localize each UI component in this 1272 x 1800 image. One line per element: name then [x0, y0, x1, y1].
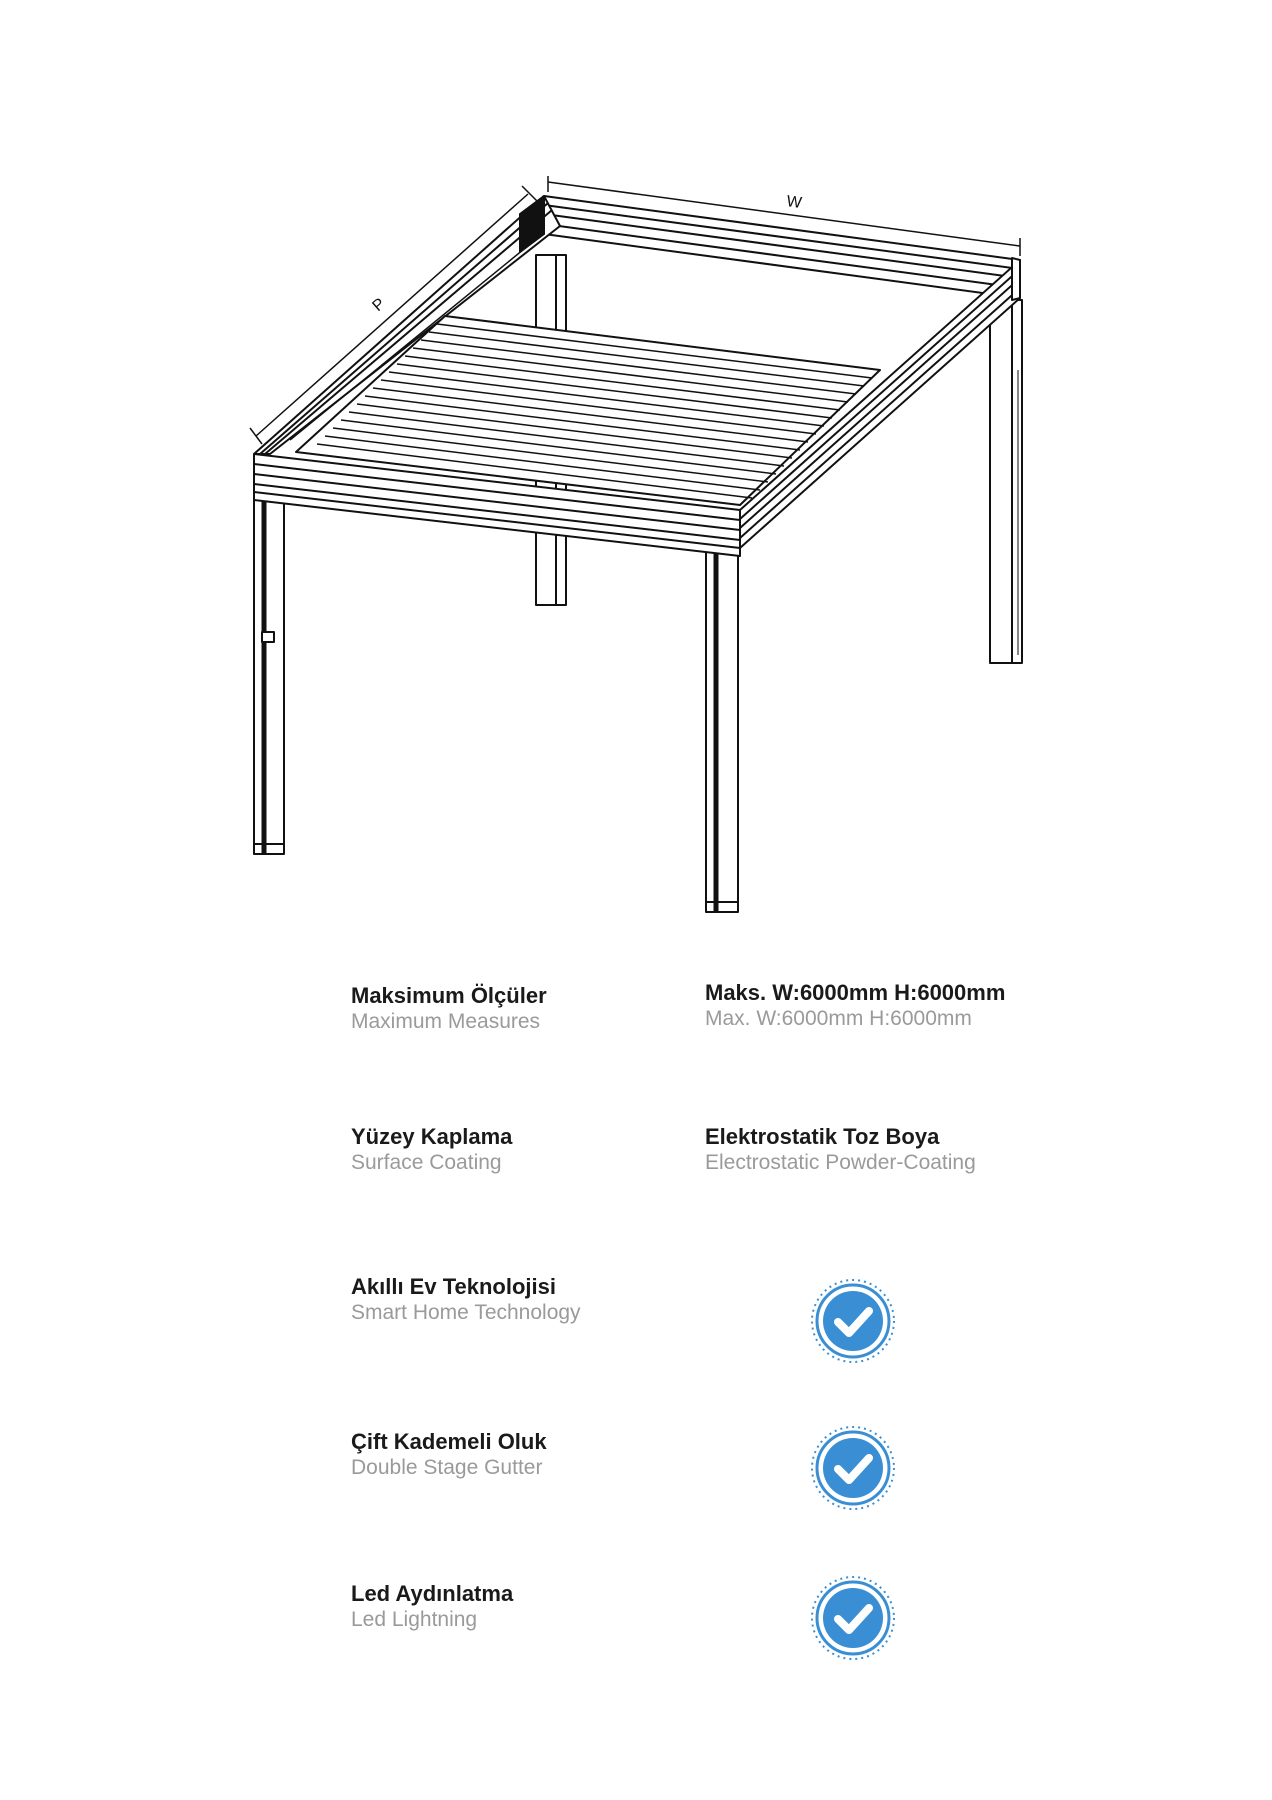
label-tr: Yüzey Kaplama: [351, 1124, 513, 1149]
label-tr: Maksimum Ölçüler: [351, 983, 547, 1008]
back-beam: [544, 196, 1020, 298]
label-en: Surface Coating: [351, 1151, 502, 1174]
value-tr: Elektrostatik Toz Boya: [705, 1124, 940, 1149]
value-tr: Maks. W:6000mm H:6000mm: [705, 980, 1006, 1005]
front-left-post: [254, 490, 284, 854]
label-en: Smart Home Technology: [351, 1301, 581, 1324]
check-circle-icon: [809, 1277, 897, 1365]
check-circle-icon: [809, 1424, 897, 1512]
spec-smart-home-label: [351, 1274, 581, 1326]
spec-double-gutter-label: [351, 1429, 547, 1481]
value-en: Max. W:6000mm H:6000mm: [705, 1007, 972, 1030]
label-tr: Akıllı Ev Teknolojisi: [351, 1274, 556, 1299]
label-tr: Çift Kademeli Oluk: [351, 1429, 547, 1454]
label-en: Double Stage Gutter: [351, 1456, 543, 1479]
front-right-post: [706, 545, 738, 912]
spec-led-lighting-label: [351, 1581, 513, 1633]
back-right-post: [990, 300, 1022, 663]
dimension-p-label: P: [369, 295, 389, 316]
spec-surface-coating-label: [351, 1124, 512, 1176]
value-en: Electrostatic Powder-Coating: [705, 1151, 976, 1174]
spec-surface-coating-value: [705, 1124, 976, 1176]
spec-max-measures-label: [351, 983, 547, 1035]
dimension-w-label: W: [785, 193, 803, 212]
label-en: Led Lightning: [351, 1608, 478, 1631]
check-circle-icon: [809, 1574, 897, 1662]
spec-max-measures-value: [705, 980, 1005, 1032]
label-en: Maximum Measures: [351, 1010, 541, 1033]
label-tr: Led Aydınlatma: [351, 1581, 514, 1606]
